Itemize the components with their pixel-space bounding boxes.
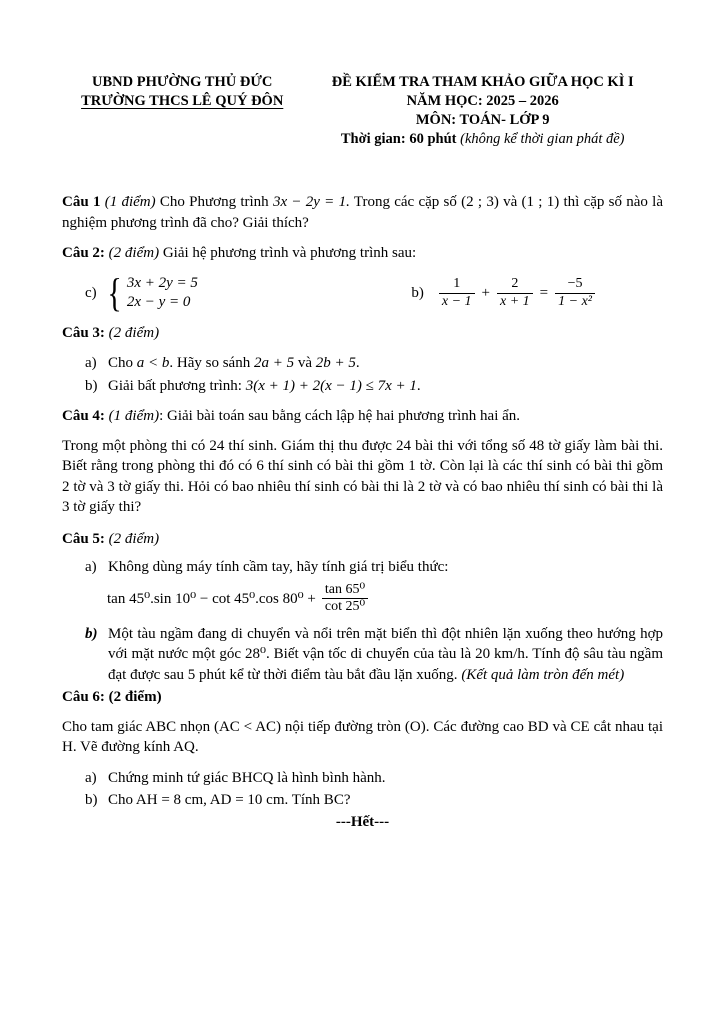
q5-expression-left: tan 45⁰.sin 10⁰ − cot 45⁰.cos 80⁰ + <box>107 590 316 607</box>
question-3-heading <box>62 323 663 343</box>
question-5-heading <box>62 529 663 549</box>
q1-tail: Trong các cặp số (2 ; 3) và (1 ; 1) thì cặp số nào là nghiệm phương trình đã cho? Giải thích? <box>62 194 664 231</box>
q3-points: (2 điểm) <box>108 325 160 342</box>
q4-text: : Giải bài toán sau bằng cách lập hệ hai phương trình hai ẩn. <box>159 407 521 424</box>
q6-item-a-label: a) <box>85 769 97 786</box>
school-name: TRƯỜNG THCS LÊ QUÝ ĐÔN <box>81 92 284 109</box>
q2-item-c-label: c) <box>85 285 97 301</box>
q3a-math1: a < b <box>136 355 170 372</box>
q2-frac3-numerator: −5 <box>555 276 595 294</box>
q3-item-a-text <box>108 353 663 373</box>
q5-item-b-text <box>108 624 663 685</box>
q4-label: Câu 4: <box>62 407 105 424</box>
end-mark: ---Hết--- <box>335 814 390 831</box>
q2-label: Câu 2: <box>62 244 105 261</box>
exam-title: ĐỀ KIỂM TRA THAM KHẢO GIỮA HỌC KÌ I <box>331 74 634 90</box>
q1-lead: Cho Phương trình <box>159 194 269 211</box>
q5b-text: Một tàu ngầm đang di chuyển và nổi trên mặt biển thì đột nhiên lặn xuống theo hướng hợp với mặt nước một góc 28⁰. Biết vận tốc di chuyển của tàu là 20 km/h. Tính độ sâu tàu ngầm đạt được sau 5 phút kể từ thời điểm tàu bắt đầu lặn xuống. <box>108 626 663 683</box>
q2-frac2-numerator: 2 <box>497 276 533 294</box>
q5-item-b <box>85 624 663 685</box>
equals-sign: = <box>539 285 549 301</box>
time-line <box>302 130 663 149</box>
time-limit: Thời gian: 60 phút <box>340 130 457 147</box>
q2-text: Giải hệ phương trình và phương trình sau: <box>162 244 417 261</box>
q2-fraction-1 <box>439 276 475 311</box>
q4-word-problem: Trong một phòng thi có 24 thí sinh. Giám thị thu được 24 bài thi với tổng số 48 tờ giấy làm bài thi. Biết rằng trong phòng thi đó có 6 thí sinh có bài thi gồm 1 tờ. Còn lại là các thí sinh có bài thi gồm 2 tờ và 3 tờ giấy thi. Hỏi có bao nhiêu thí sinh có bài thi là 2 tờ và có bao nhiêu thí sinh có bài thi là 3 tờ giấy thi? <box>62 438 663 515</box>
q3-item-a-label: a) <box>85 355 97 372</box>
q5-expression-fraction <box>322 582 368 617</box>
q2-frac2-denominator: x + 1 <box>500 293 530 309</box>
q3-item-b-label: b) <box>85 377 98 394</box>
question-1 <box>62 192 663 233</box>
document-header <box>62 73 663 148</box>
school-info-block <box>62 73 302 148</box>
q6-problem-statement: Cho tam giác ABC nhọn (AC < AC) nội tiếp đường tròn (O). Các đường cao BD và CE cắt nhau tại H. Vẽ đường kính AQ. <box>62 719 663 756</box>
q3-item-a <box>85 353 663 373</box>
question-6-heading <box>62 687 663 707</box>
q2-frac1-numerator: 1 <box>439 276 475 294</box>
q2-system-of-equations <box>127 274 198 312</box>
q5b-note: (Kết quả làm tròn đến mét) <box>461 666 625 683</box>
q1-points: (1 điểm) <box>104 194 156 211</box>
q1-equation: 3x − 2y = 1. <box>272 194 350 211</box>
q5-item-a <box>85 557 663 577</box>
q2-frac3-denominator: 1 − x² <box>558 293 592 309</box>
q2-points: (2 điểm) <box>108 244 160 261</box>
q3b-tail: . <box>416 377 421 394</box>
q6-item-b <box>85 790 663 810</box>
question-2-heading <box>62 243 663 263</box>
school-year: NĂM HỌC: 2025 – 2026 <box>406 92 559 109</box>
q2-fraction-equation-item <box>411 276 595 311</box>
q5-label: Câu 5: <box>62 531 105 548</box>
q2-item-b-label: b) <box>411 285 424 301</box>
q6-item-a-text: Chứng minh tứ giác BHCQ là hình bình hành. <box>108 769 386 786</box>
q2-system-item <box>85 270 198 316</box>
q6-item-a <box>85 768 663 788</box>
q6-label: Câu 6: (2 điểm) <box>62 688 162 705</box>
q6-item-b-text: Cho AH = 8 cm, AD = 10 cm. Tính BC? <box>108 791 351 808</box>
q2-fraction-3 <box>555 276 595 311</box>
q3a-seg2: . Hãy so sánh <box>169 355 251 372</box>
q3b-inequality: 3(x + 1) + 2(x − 1) ≤ 7x + 1 <box>245 377 417 394</box>
q2-fraction-2 <box>497 276 533 311</box>
q2-system-line1: 3x + 2y = 5 <box>126 275 198 292</box>
q3b-lead: Giải bất phương trình: <box>108 377 242 394</box>
q2-frac1-denominator: x − 1 <box>441 293 472 309</box>
time-note: (không kể thời gian phát đề) <box>460 130 625 147</box>
q4-points: (1 điểm) <box>108 407 160 424</box>
q3a-seg4: . <box>355 355 360 372</box>
q5-points: (2 điểm) <box>108 531 160 548</box>
q5-item-a-text: Không dùng máy tính cầm tay, hãy tính giá trị biểu thức: <box>108 559 449 576</box>
q2-system-line2: 2x − y = 0 <box>126 294 191 311</box>
q3-item-b-text <box>108 376 663 396</box>
q3a-math2: 2a + 5 <box>253 355 295 372</box>
q3a-seg1: Cho <box>108 355 134 372</box>
question-4-heading <box>62 406 663 426</box>
q3-label: Câu 3: <box>62 325 105 342</box>
q5-item-a-label: a) <box>85 559 97 576</box>
q2-equations-row <box>62 270 663 316</box>
q1-label: Câu 1 <box>62 194 101 211</box>
plus-sign: + <box>481 285 490 301</box>
system-brace: { <box>107 270 122 316</box>
org-name: UBND PHƯỜNG THỦ ĐỨC <box>92 74 273 90</box>
q5-expression <box>107 582 663 617</box>
q3a-seg3: và <box>297 355 313 372</box>
q6-item-b-label: b) <box>85 791 98 808</box>
q3a-math3: 2b + 5 <box>315 355 356 372</box>
q5-frac-numerator: tan 65⁰ <box>322 582 368 600</box>
q5-frac-denominator: cot 25⁰ <box>324 599 366 615</box>
q3-item-b <box>85 376 663 396</box>
exam-title-block <box>302 73 663 148</box>
q5-item-b-label: b) <box>85 626 98 643</box>
subject-line: MÔN: TOÁN- LỚP 9 <box>415 111 550 128</box>
